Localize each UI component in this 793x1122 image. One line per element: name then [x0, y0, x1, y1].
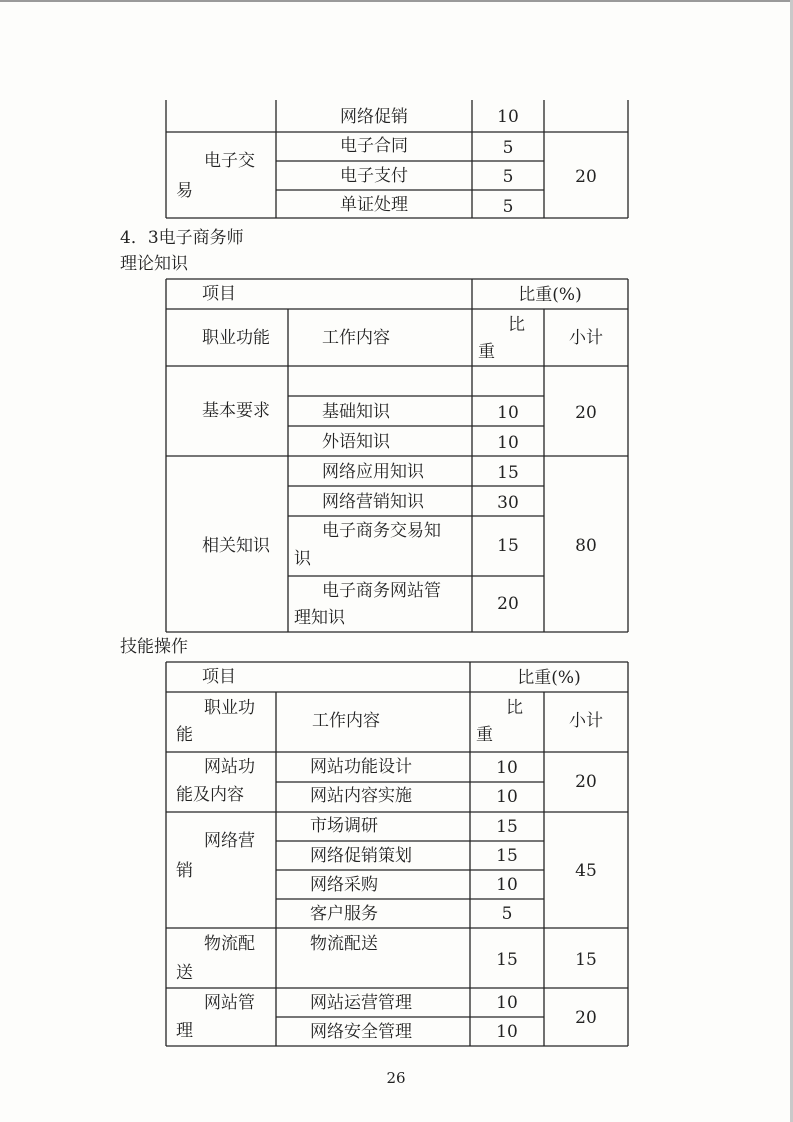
theory-content-cell: 电子商务网站管 [322, 581, 441, 601]
skills-content-cell: 市场调研 [310, 816, 378, 836]
skills-content-cell: 网站内容实施 [310, 786, 412, 806]
theory-content-cell: 电子商务交易知 [322, 521, 441, 541]
page-number: 26 [386, 1069, 406, 1087]
skills-content-cell: 网络安全管理 [310, 1022, 412, 1042]
skills-function-cell: 销 [176, 861, 193, 881]
skills-header-weight: 重 [476, 725, 493, 745]
theory-function-cell: 相关知识 [202, 536, 270, 556]
theory-header-weight: 重 [478, 342, 495, 362]
skills-header-function: 能 [176, 725, 193, 745]
skills-heading: 技能操作 [120, 637, 188, 657]
theory-header-subtotal: 小计 [569, 328, 603, 348]
skills-content-cell: 网络采购 [310, 875, 378, 895]
top-table-function-cell: 易 [176, 181, 193, 201]
skills-weight-cell: 15 [496, 846, 518, 866]
skills-header-function: 职业功 [204, 698, 255, 718]
theory-content-cell: 外语知识 [322, 432, 390, 452]
theory-weight-cell [472, 371, 544, 391]
top-table-content-cell: 网络促销 [340, 107, 408, 127]
skills-header-item: 项目 [202, 667, 236, 687]
theory-header-weight: 比 [508, 315, 525, 335]
skills-subtotal-cell: 45 [575, 861, 597, 881]
theory-weight-cell: 10 [497, 403, 519, 423]
theory-content-cell: 基础知识 [322, 402, 390, 422]
skills-header-subtotal: 小计 [569, 711, 603, 731]
skills-weight-cell: 10 [496, 758, 518, 778]
theory-content-cell: 网络营销知识 [322, 492, 424, 512]
theory-content-cell: 识 [294, 549, 311, 569]
theory-weight-cell: 10 [497, 433, 519, 453]
skills-function-cell: 物流配 [204, 934, 255, 954]
skills-function-cell: 网站功 [204, 757, 255, 777]
skills-header-content: 工作内容 [312, 711, 380, 731]
theory-header-content: 工作内容 [322, 328, 390, 348]
top-table-weight-cell: 5 [502, 138, 514, 158]
skills-weight-cell: 10 [496, 787, 518, 807]
skills-weight-cell: 10 [496, 1022, 518, 1042]
theory-weight-cell: 30 [497, 493, 519, 513]
theory-subtotal-cell: 20 [575, 403, 597, 423]
top-table-subtotal-cell: 20 [575, 167, 597, 187]
theory-function-cell: 基本要求 [202, 401, 270, 421]
theory-header-weight-pct: 比重(%) [518, 285, 582, 305]
skills-weight-cell: 10 [496, 993, 518, 1013]
top-table-content-cell: 单证处理 [340, 195, 408, 215]
skills-function-cell: 理 [176, 1021, 193, 1041]
top-table-function-cell: 电子交 [204, 151, 255, 171]
skills-header-weight: 比 [506, 698, 523, 718]
skills-weight-cell: 10 [496, 875, 518, 895]
theory-weight-cell: 15 [497, 463, 519, 483]
skills-subtotal-cell: 20 [575, 772, 597, 792]
top-table-weight-cell: 5 [502, 197, 514, 217]
skills-weight-cell: 5 [501, 904, 513, 924]
skills-weight-cell: 15 [496, 817, 518, 837]
skills-content-cell: 网站运营管理 [310, 993, 412, 1013]
theory-content-cell: 理知识 [294, 608, 345, 628]
top-table-weight-cell: 5 [502, 167, 514, 187]
theory-content-cell: 网络应用知识 [322, 462, 424, 482]
skills-function-cell: 网络营 [204, 831, 255, 851]
skills-subtotal-cell: 15 [575, 950, 597, 970]
section-heading: 4．3电子商务师 [120, 228, 244, 248]
skills-function-cell: 网站管 [204, 993, 255, 1013]
top-table-weight-cell: 10 [497, 107, 519, 127]
top-table-content-cell: 电子合同 [340, 136, 408, 156]
skills-content-cell: 网络促销策划 [310, 846, 412, 866]
skills-function-cell: 送 [176, 963, 193, 983]
skills-function-cell: 能及内容 [176, 785, 244, 805]
skills-content-cell: 网站功能设计 [310, 757, 412, 777]
skills-content-cell: 物流配送 [310, 934, 378, 954]
skills-subtotal-cell: 20 [575, 1008, 597, 1028]
theory-weight-cell: 20 [497, 594, 519, 614]
skills-header-weight-pct: 比重(%) [517, 668, 581, 688]
top-table-content-cell: 电子支付 [340, 166, 408, 186]
theory-weight-cell: 15 [497, 536, 519, 556]
theory-header-item: 项目 [202, 284, 236, 304]
theory-header-function: 职业功能 [202, 328, 270, 348]
theory-subtotal-cell: 80 [575, 536, 597, 556]
skills-content-cell: 客户服务 [310, 904, 378, 924]
skills-weight-cell: 15 [496, 950, 518, 970]
theory-heading: 理论知识 [120, 254, 188, 274]
